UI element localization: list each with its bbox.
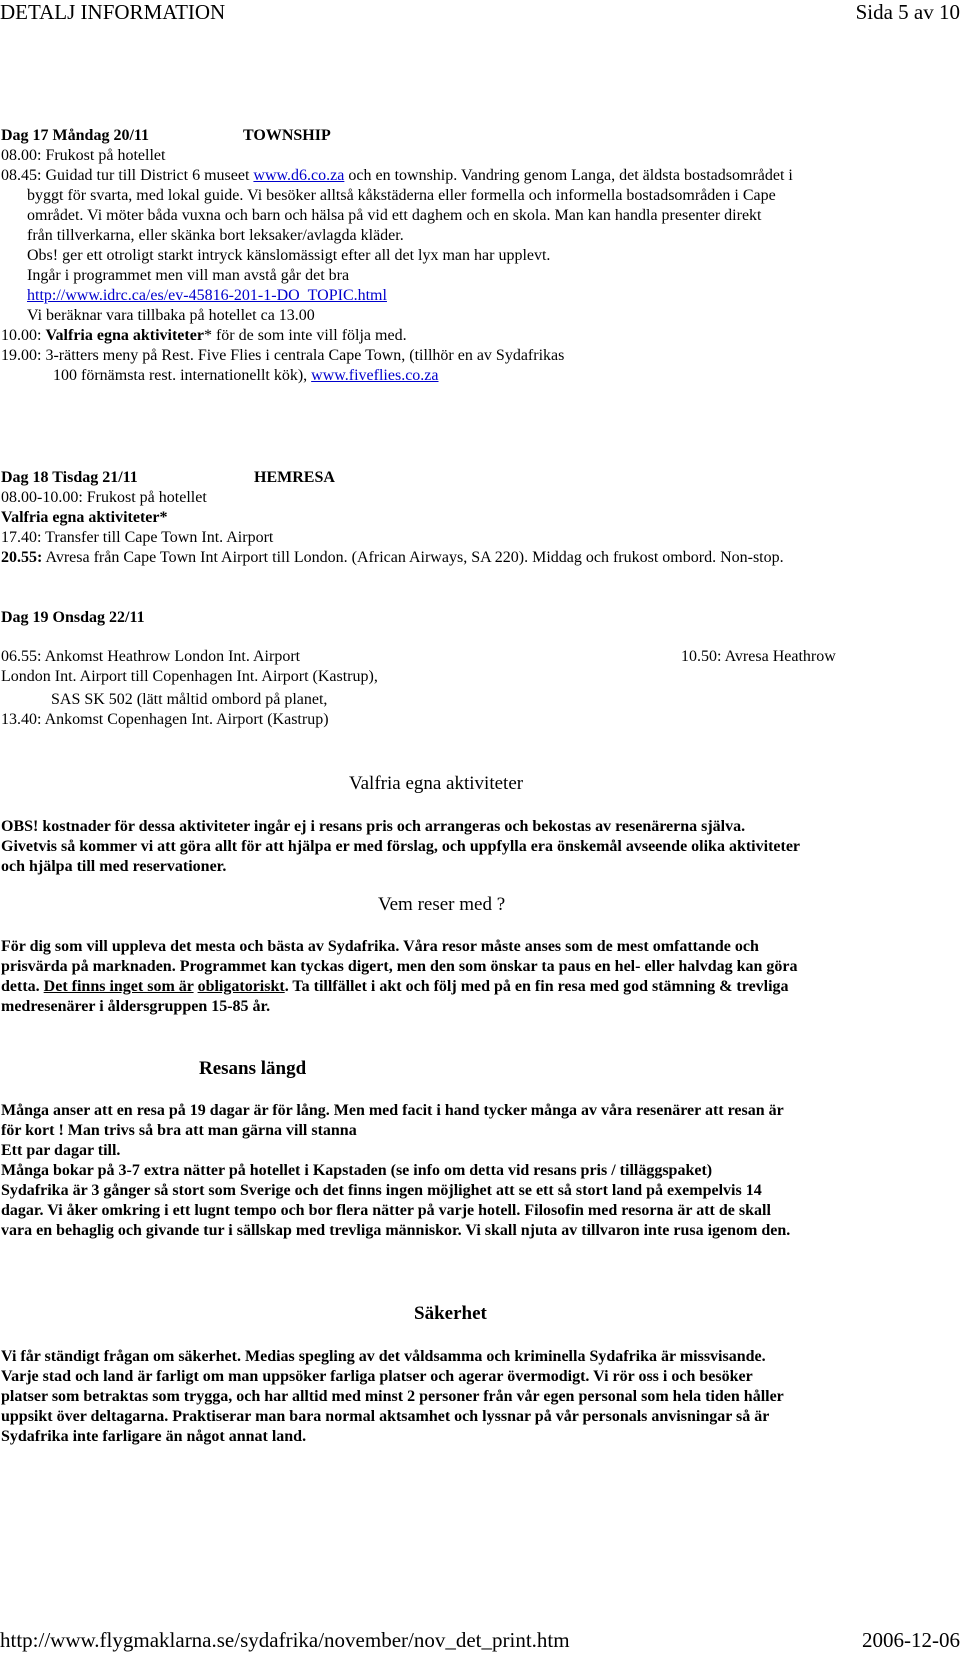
day17-line: området. Vi möter båda vuxna och barn och hälsa på vid ett daghem och en skola. Man kan handla presenter direkt: [27, 207, 762, 224]
langd-line: Ett par dagar till.: [1, 1142, 121, 1159]
sakerhet-heading: Säkerhet: [414, 1303, 487, 1324]
day17-text: 08.45: Guidad tur till District 6 museet: [1, 167, 254, 184]
header-title: DETALJ INFORMATION: [0, 0, 226, 24]
day17-title: Dag 17 Måndag 20/11: [1, 127, 150, 144]
sakerhet-line: Sydafrika inte farligare än något annat land.: [1, 1428, 307, 1445]
vem-line: prisvärda på marknaden. Programmet kan tyckas digert, men den som önskar ta paus en hel- eller halvdag kan göra: [1, 958, 798, 975]
vem-line: För dig som vill uppleva det mesta och bästa av Sydafrika. Våra resor måste anses som de mest omfattande och: [1, 938, 759, 955]
langd-line: Sydafrika är 3 gånger så stort som Sverige och det finns ingen möjlighet att se ett så stort land på exempelvis 14: [1, 1182, 762, 1199]
valfria-line: OBS! kostnader för dessa aktiviteter ingår ej i resans pris och arrangeras och bekostas av resenärerna själva.: [1, 818, 746, 835]
day17-line: Ingår i programmet men vill man avstå går det bra: [27, 267, 350, 284]
langd-line: vara en behaglig och givande tur i sällskap med trevliga människor. Vi skall njuta av tillvaron inte rusa igenom den.: [1, 1222, 791, 1239]
day17-place: TOWNSHIP: [243, 127, 331, 144]
footer-url[interactable]: http://www.flygmaklarna.se/sydafrika/november/nov_det_print.htm: [0, 1628, 570, 1652]
day17-text: och en township. Vandring genom Langa, det äldsta bostadsområdet i: [344, 167, 793, 184]
valfria-heading: Valfria egna aktiviteter: [349, 773, 524, 794]
day17-line: 19.00: 3-rätters meny på Rest. Five Flies i centrala Cape Town, (tillhör en av Sydafrikas: [1, 347, 565, 364]
vem-heading: Vem reser med ?: [378, 894, 506, 915]
vem-text: . Ta tillfället i akt och följ med på en fin resa med god stämning & trevliga: [284, 978, 789, 995]
day19-title: Dag 19 Onsdag 22/11: [1, 609, 145, 626]
day18-place: HEMRESA: [254, 469, 335, 486]
valfria-line: Givetvis så kommer vi att göra allt för att hjälpa er med förslag, och uppfylla era önskemål avseende olika aktiviteter: [1, 838, 801, 855]
day19-line: 10.50: Avresa Heathrow: [681, 648, 836, 665]
langd-line: dagar. Vi åker omkring i ett lugnt tempo och bor flera nätter på varje hotell. Filosofin med resorna är att de skall: [1, 1202, 771, 1219]
fiveflies-link[interactable]: www.fiveflies.co.za: [311, 367, 439, 384]
page-header: [0, 0, 960, 26]
day17-bold-text: Valfria egna aktiviteter: [45, 327, 204, 344]
day17-line: 08.00: Frukost på hotellet: [1, 147, 166, 164]
day17-line: från tillverkarna, eller skänka bort leksaker/avlagda kläder.: [27, 227, 404, 244]
day18-line: 17.40: Transfer till Cape Town Int. Airport: [1, 529, 274, 546]
day18-line: 08.00-10.00: Frukost på hotellet: [1, 489, 207, 506]
sakerhet-line: Varje stad och land är farligt om man uppsöker farliga platser och agerar övermodigt. Vi rör oss i och besöker: [1, 1368, 753, 1385]
footer-date: 2006-12-06: [862, 1628, 960, 1652]
langd-line: Många bokar på 3-7 extra nätter på hotellet i Kapstaden (se info om detta vid resans pris / tilläggspaket): [1, 1162, 713, 1179]
day17-text: * för de som inte vill följa med.: [203, 327, 407, 344]
day18-title-row: [1, 468, 335, 488]
vem-line: [1, 977, 789, 997]
day17-line: [27, 286, 387, 306]
sakerhet-line: platser som betraktas som trygga, och har alltid med minst 2 personer från vår egen personal som hela tiden håller: [1, 1388, 784, 1405]
vem-line: medresenärer i åldersgruppen 15-85 år.: [1, 998, 271, 1015]
day17-line: [1, 326, 407, 346]
day18-title: Dag 18 Tisdag 21/11: [1, 469, 138, 486]
vem-text: detta.: [1, 978, 44, 995]
day18-line: [1, 548, 784, 568]
day17-line: Vi beräknar vara tillbaka på hotellet ca 13.00: [27, 307, 315, 324]
day17-line: Obs! ger ett otroligt starkt intryck känslomässigt efter all det lyx man har upplevt.: [27, 247, 551, 264]
langd-line: Många anser att en resa på 19 dagar är för lång. Men med facit i hand tycker många av våra resenärer att resan är: [1, 1102, 784, 1119]
day17-line: [1, 166, 793, 186]
day19-line: 13.40: Ankomst Copenhagen Int. Airport (Kastrup): [1, 711, 329, 728]
valfria-line: och hjälpa till med reservationer.: [1, 858, 227, 875]
page-footer: [0, 1628, 960, 1654]
day17-text: 100 förnämsta rest. internationellt kök),: [53, 367, 312, 384]
day19-line: London Int. Airport till Copenhagen Int. Airport (Kastrup),: [1, 668, 378, 685]
vem-underlined-text: Det finns inget som är: [43, 978, 194, 995]
day18-bold-text: 20.55:: [1, 549, 43, 566]
day17-line: [53, 366, 439, 386]
vem-underlined-text: obligatoriskt: [197, 978, 285, 995]
day18-line: Valfria egna aktiviteter*: [1, 509, 168, 526]
day17-line: byggt för svarta, med lokal guide. Vi besöker alltså kåkstäderna eller formella och informella bostadsområden i Cape: [27, 187, 776, 204]
sakerhet-line: uppsikt över deltagarna. Praktiserar man bara normal aktsamhet och lyssnar på vår personals anvisningar så är: [1, 1408, 770, 1425]
d6-link[interactable]: www.d6.co.za: [253, 167, 345, 184]
langd-heading: Resans längd: [199, 1058, 307, 1079]
day17-title-row: [1, 126, 331, 146]
page-number: Sida 5 av 10: [855, 0, 960, 24]
day18-text: Avresa från Cape Town Int Airport till London. (African Airways, SA 220). Middag och frukost ombord. Non-stop.: [42, 549, 784, 566]
day19-line: SAS SK 502 (lätt måltid ombord på planet,: [51, 691, 328, 708]
day19-line: 06.55: Ankomst Heathrow London Int. Airport: [1, 648, 301, 665]
day17-text: 10.00:: [1, 327, 46, 344]
sakerhet-line: Vi får ständigt frågan om säkerhet. Medias spegling av det våldsamma och kriminella Sydafrika är missvisande.: [1, 1348, 766, 1365]
idrc-link[interactable]: http://www.idrc.ca/es/ev-45816-201-1-DO_TOPIC.html: [27, 287, 387, 304]
langd-line: för kort ! Man trivs så bra att man gärna vill stanna: [1, 1122, 357, 1139]
